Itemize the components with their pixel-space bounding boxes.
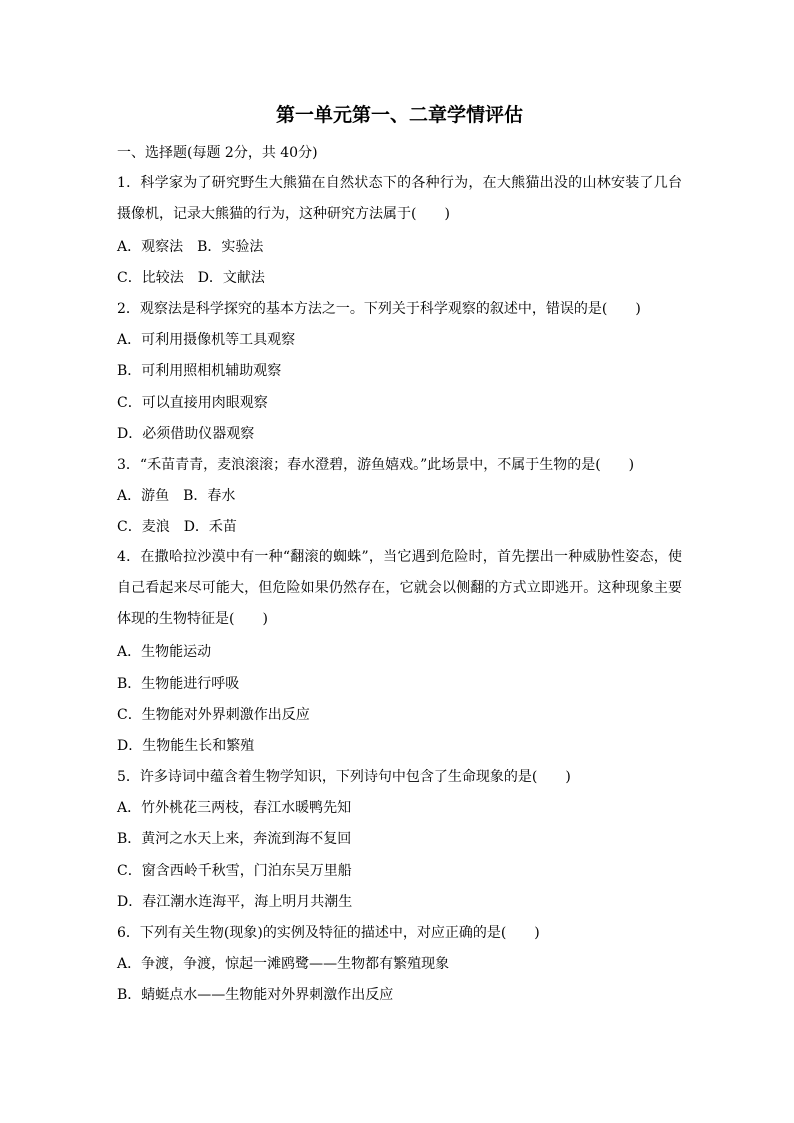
question-2-option-d: D．必须借助仪器观察 — [117, 426, 255, 442]
question-3-option-line-2: C．麦浪 D．禾苗 — [117, 519, 237, 535]
question-1-option-line-2: C．比较法 D．文献法 — [117, 270, 265, 286]
question-6-option-b: B．蜻蜓点水——生物能对外界刺激作出反应 — [117, 987, 394, 1003]
question-6-option-a: A．争渡，争渡，惊起一滩鸥鹭——生物都有繁殖现象 — [117, 956, 450, 972]
question-1-stem: 1．科学家为了研究野生大熊猫在自然状态下的各种行为，在大熊猫出没的山林安装了几台摄像机，记录大熊猫的行为，这种研究方法属于( ) — [117, 175, 682, 222]
question-4-option-c: C．生物能对外界刺激作出反应 — [117, 707, 310, 723]
document-page — [117, 0, 682, 1123]
question-6-stem: 6．下列有关生物(现象)的实例及特征的描述中，对应正确的是( ) — [117, 925, 540, 941]
question-3-option-line-1: A．游鱼 B．春水 — [117, 488, 236, 504]
section-heading: 一、选择题(每题 2分，共 40分) — [117, 145, 318, 161]
question-4-stem: 4．在撒哈拉沙漠中有一种“翻滚的蜘蛛”，当它遇到危险时，首先摆出一种威胁性姿态，使自己看起来尽可能大，但危险如果仍然存在，它就会以侧翻的方式立即逃开。这种现象主要体现的生物特征是( ) — [117, 549, 682, 627]
question-5-option-c: C．窗含西岭千秋雪，门泊东吴万里船 — [117, 863, 352, 879]
question-2-option-b: B．可利用照相机辅助观察 — [117, 363, 282, 379]
question-2-option-a: A．可利用摄像机等工具观察 — [117, 332, 296, 348]
question-5-option-d: D．春江潮水连海平，海上明月共潮生 — [117, 894, 353, 910]
document-title: 第一单元第一、二章学情评估 — [275, 104, 523, 126]
question-4-option-b: B．生物能进行呼吸 — [117, 676, 240, 692]
question-3-stem: 3．“禾苗青青，麦浪滚滚；春水澄碧，游鱼嬉戏。”此场景中，不属于生物的是( ) — [117, 457, 635, 473]
question-2-stem: 2．观察法是科学探究的基本方法之一。下列关于科学观察的叙述中，错误的是( ) — [117, 301, 641, 317]
question-4-option-d: D．生物能生长和繁殖 — [117, 738, 255, 754]
question-1-option-line-1: A．观察法 B．实验法 — [117, 239, 264, 255]
question-4-option-a: A．生物能运动 — [117, 644, 212, 660]
question-5-option-a: A．竹外桃花三两枝，春江水暖鸭先知 — [117, 800, 352, 816]
question-5-option-b: B．黄河之水天上来，奔流到海不复回 — [117, 831, 352, 847]
question-5-stem: 5．许多诗词中蕴含着生物学知识，下列诗句中包含了生命现象的是( ) — [117, 769, 571, 785]
question-2-option-c: C．可以直接用肉眼观察 — [117, 395, 268, 411]
